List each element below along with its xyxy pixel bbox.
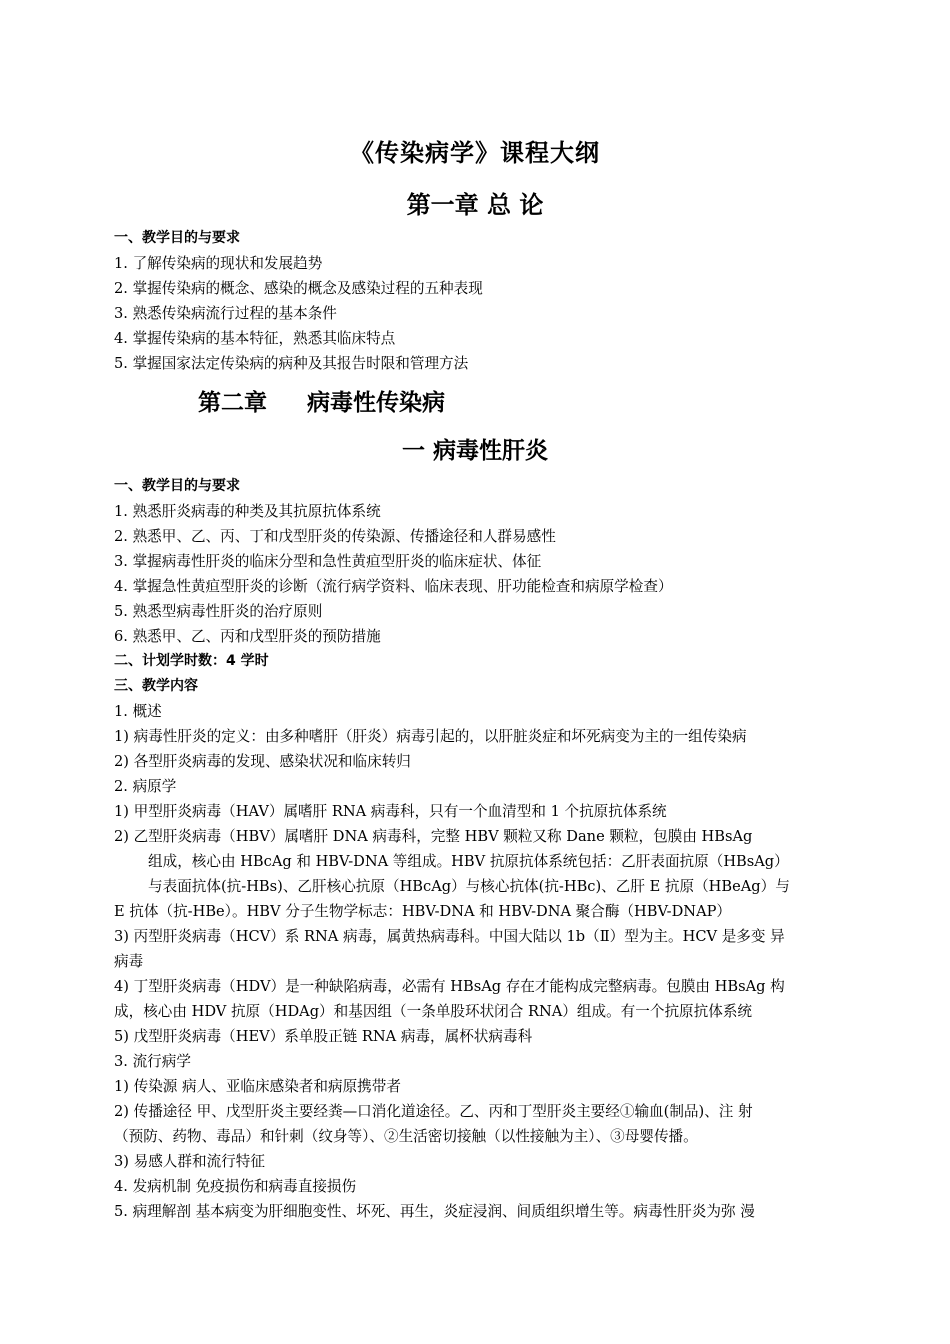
list-item: 4. 掌握急性黄疸型肝炎的诊断（流行病学资料、临床表现、肝功能检查和病原学检查） <box>114 578 673 595</box>
content-line: 4) 丁型肝炎病毒（HDV）是一种缺陷病毒，必需有 HBsAg 存在才能构成完整病毒。包膜由 HBsAg 构 <box>114 978 785 995</box>
content-line: 1) 病毒性肝炎的定义：由多种嗜肝（肝炎）病毒引起的，以肝脏炎症和坏死病变为主的一组传染病 <box>114 728 747 745</box>
content-line: 2. 病原学 <box>114 778 177 795</box>
chapter-1-title: 第一章 总 论 <box>406 191 544 219</box>
content-line: 1) 甲型肝炎病毒（HAV）属嗜肝 RNA 病毒科，只有一个血清型和 1 个抗原抗体系统 <box>114 803 667 820</box>
list-item: 5. 掌握国家法定传染病的病种及其报告时限和管理方法 <box>114 355 469 372</box>
content-line: 5. 病理解剖 基本病变为肝细胞变性、坏死、再生，炎症浸润、间质组织增生等。病毒性肝炎为弥 漫 <box>114 1203 755 1220</box>
content-line: E 抗体（抗-HBe）。HBV 分子生物学标志：HBV-DNA 和 HBV-DNA 聚合酶（HBV-DNAP） <box>114 903 732 920</box>
hours-heading: 二、计划学时数：4 学时 <box>114 653 269 669</box>
list-item: 1. 熟悉肝炎病毒的种类及其抗原抗体系统 <box>114 503 381 520</box>
list-item: 6. 熟悉甲、乙、丙和戊型肝炎的预防措施 <box>114 628 381 645</box>
list-item: 4. 掌握传染病的基本特征，熟悉其临床特点 <box>114 330 396 347</box>
content-line: 5) 戊型肝炎病毒（HEV）系单股正链 RNA 病毒，属杯状病毒科 <box>114 1028 533 1045</box>
content-line: 成，核心由 HDV 抗原（HDAg）和基因组（一条单股环状闭合 RNA）组成。有一个抗原抗体系统 <box>114 1003 753 1020</box>
list-item: 1. 了解传染病的现状和发展趋势 <box>114 255 323 272</box>
content-line: 2) 传播途径 甲、戊型肝炎主要经粪—口消化道途径。乙、丙和丁型肝炎主要经①输血(制品)、注 射 <box>114 1103 753 1120</box>
content-line: 3) 丙型肝炎病毒（HCV）系 RNA 病毒，属黄热病毒科。中国大陆以 1b（Ⅱ）型为主。HCV 是多变 异 <box>114 928 785 945</box>
content-line: 4. 发病机制 免疫损伤和病毒直接损伤 <box>114 1178 357 1195</box>
content-line: 3) 易感人群和流行特征 <box>114 1153 265 1170</box>
goal-heading: 一、教学目的与要求 <box>114 230 240 246</box>
content-line: 2) 乙型肝炎病毒（HBV）属嗜肝 DNA 病毒科，完整 HBV 颗粒又称 Dane 颗粒，包膜由 HBsAg <box>114 828 753 845</box>
content-line: 3. 流行病学 <box>114 1053 191 1070</box>
goal-heading: 一、教学目的与要求 <box>114 478 240 494</box>
chapter-1-body <box>114 226 844 376</box>
content-line: 与表面抗体(抗-HBs)、乙肝核心抗原（HBcAg）与核心抗体(抗-HBc)、乙肝 E 抗原（HBeAg）与 <box>148 878 790 895</box>
document-title: 《传染病学》课程大纲 <box>350 139 600 167</box>
section-title: 一 病毒性肝炎 <box>401 438 548 464</box>
content-line: 1) 传染源 病人、亚临床感染者和病原携带者 <box>114 1078 401 1095</box>
content-line: 1. 概述 <box>114 703 162 720</box>
list-item: 5. 熟悉型病毒性肝炎的治疗原则 <box>114 603 323 620</box>
chapter-2-title: 第二章 病毒性传染病 <box>198 390 446 416</box>
content-line: 2) 各型肝炎病毒的发现、感染状况和临床转归 <box>114 753 411 770</box>
list-item: 3. 掌握病毒性肝炎的临床分型和急性黄疸型肝炎的临床症状、体征 <box>114 553 542 570</box>
content-line: 组成，核心由 HBcAg 和 HBV-DNA 等组成。HBV 抗原抗体系统包括：乙肝表面抗原（HBsAg） <box>148 853 789 870</box>
content-line: （预防、药物、毒品）和针刺（纹身等）、②生活密切接触（以性接触为主）、③母婴传播。 <box>114 1128 698 1145</box>
hepatitis-body <box>114 474 844 1224</box>
list-item: 2. 掌握传染病的概念、感染的概念及感染过程的五种表现 <box>114 280 483 297</box>
content-line: 病毒 <box>114 953 144 970</box>
list-item: 3. 熟悉传染病流行过程的基本条件 <box>114 305 337 322</box>
list-item: 2. 熟悉甲、乙、丙、丁和戊型肝炎的传染源、传播途径和人群易感性 <box>114 528 556 545</box>
content-heading: 三、教学内容 <box>114 678 198 694</box>
